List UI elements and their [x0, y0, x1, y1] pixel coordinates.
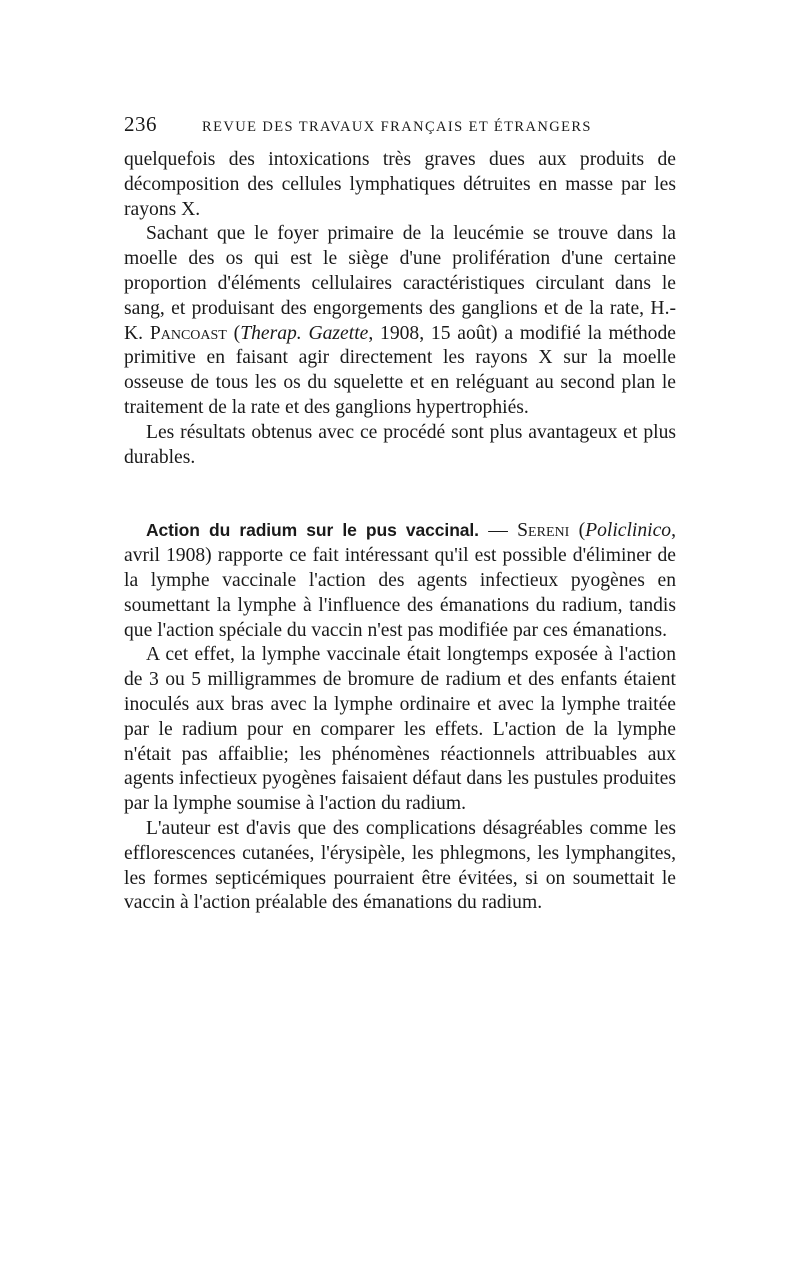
- leukemia-section: [124, 148, 676, 470]
- continuation-paragraph: quelquefois des intoxications très graves dues aux produits de décomposition des cellules lymphatiques détruites en masse par les rayons X.: [124, 149, 676, 220]
- running-head: [124, 112, 676, 142]
- experiment-paragraph: A cet effet, la lymphe vaccinale était longtemps exposée à l'action de 3 ou 5 milligrammes de bromure de radium et des enfants étaient inoculés aux bras avec la lymphe ordinaire et avec la lymphe traitée par le radium pour en comparer les effets. L'action de la lymphe n'était pas affaiblie; les phénomènes réactionnels attribuables aux agents infectieux pyogènes faisaient défaut dans les pustules produites par la lymphe soumise à l'action du radium.: [124, 644, 676, 815]
- pancoast-paragraph: Sachant que le foyer primaire de la leucémie se trouve dans la moelle des os qui est le siège d'une prolifération d'une certaine proportion d'éléments cellulaires caractéristiques circulant dans le sang, et produisant des engorgements des ganglions et de la rate, H.-K. Pancoast (Therap. Gazette, 1908, 15 août) a modifié la méthode primitive en faisant agir directement les rayons X sur la moelle osseuse de tous les os du squelette et en reléguant au second plan le traitement de la rate et des ganglions hypertrophiés.: [124, 223, 676, 418]
- sereni-paragraph: Action du radium sur le pus vaccinal. — Sereni (Policlinico, avril 1908) rapporte ce fait intéressant qu'il est possible d'éliminer de la lymphe vaccinale l'action des agents infectieux pyogènes en soumettant la lymphe à l'influence des émanations du radium, tandis que l'action spéciale du vaccin n'est pas modifiée par ces émanations.: [124, 520, 676, 641]
- pancoast-text-intro: Sachant que le foyer primaire de la leucémie se trouve dans la moelle des os qui est le siège d'une prolifération d'une certaine proportion d'éléments cellulaires caractéristiques circulant dans le sang, et produisant des engorgements des ganglions et de la rate,: [124, 223, 676, 319]
- results-paragraph: Les résultats obtenus avec ce procédé sont plus avantageux et plus durables.: [124, 421, 676, 468]
- book-page: [124, 112, 676, 916]
- source-therap-gazette: Therap. Gazette: [240, 322, 369, 344]
- author-pancoast: H.-K. Pancoast: [124, 297, 676, 344]
- sereni-text: , avril 1908) rapporte ce fait intéressant qu'il est possible d'éliminer de la lymphe vaccinale l'action des agents infectieux pyogènes en soumettant la lymphe à l'influence des émanations du radium, tandis que l'action spéciale du vaccin n'est pas modifiée par ces émanations.: [124, 520, 676, 641]
- journal-title: REVUE DES TRAVAUX FRANÇAIS ET ÉTRANGERS: [202, 119, 592, 135]
- section-heading: Action du radium sur le pus vaccinal.: [146, 520, 479, 541]
- section-gap: [124, 470, 676, 518]
- radium-section: [124, 518, 676, 916]
- conclusion-paragraph: L'auteur est d'avis que des complications désagréables comme les efflorescences cutanées, l'érysipèle, les phlegmons, les lymphangites, les formes septicémiques pourraient être évitées, si on soumettait le vaccin à l'action préalable des émanations du radium.: [124, 817, 676, 914]
- heading-dash: —: [478, 520, 518, 542]
- author-sereni: Sereni: [517, 520, 570, 542]
- page-number: 236: [124, 112, 157, 136]
- pancoast-text-rest: , 1908, 15 août) a modifié la méthode primitive en faisant agir directement les rayons X sur la moelle osseuse de tous les os du squelette et en reléguant au second plan le traitement de la rate et des ganglions hypertrophiés.: [124, 322, 676, 418]
- source-policlinico: Policlinico: [585, 520, 672, 542]
